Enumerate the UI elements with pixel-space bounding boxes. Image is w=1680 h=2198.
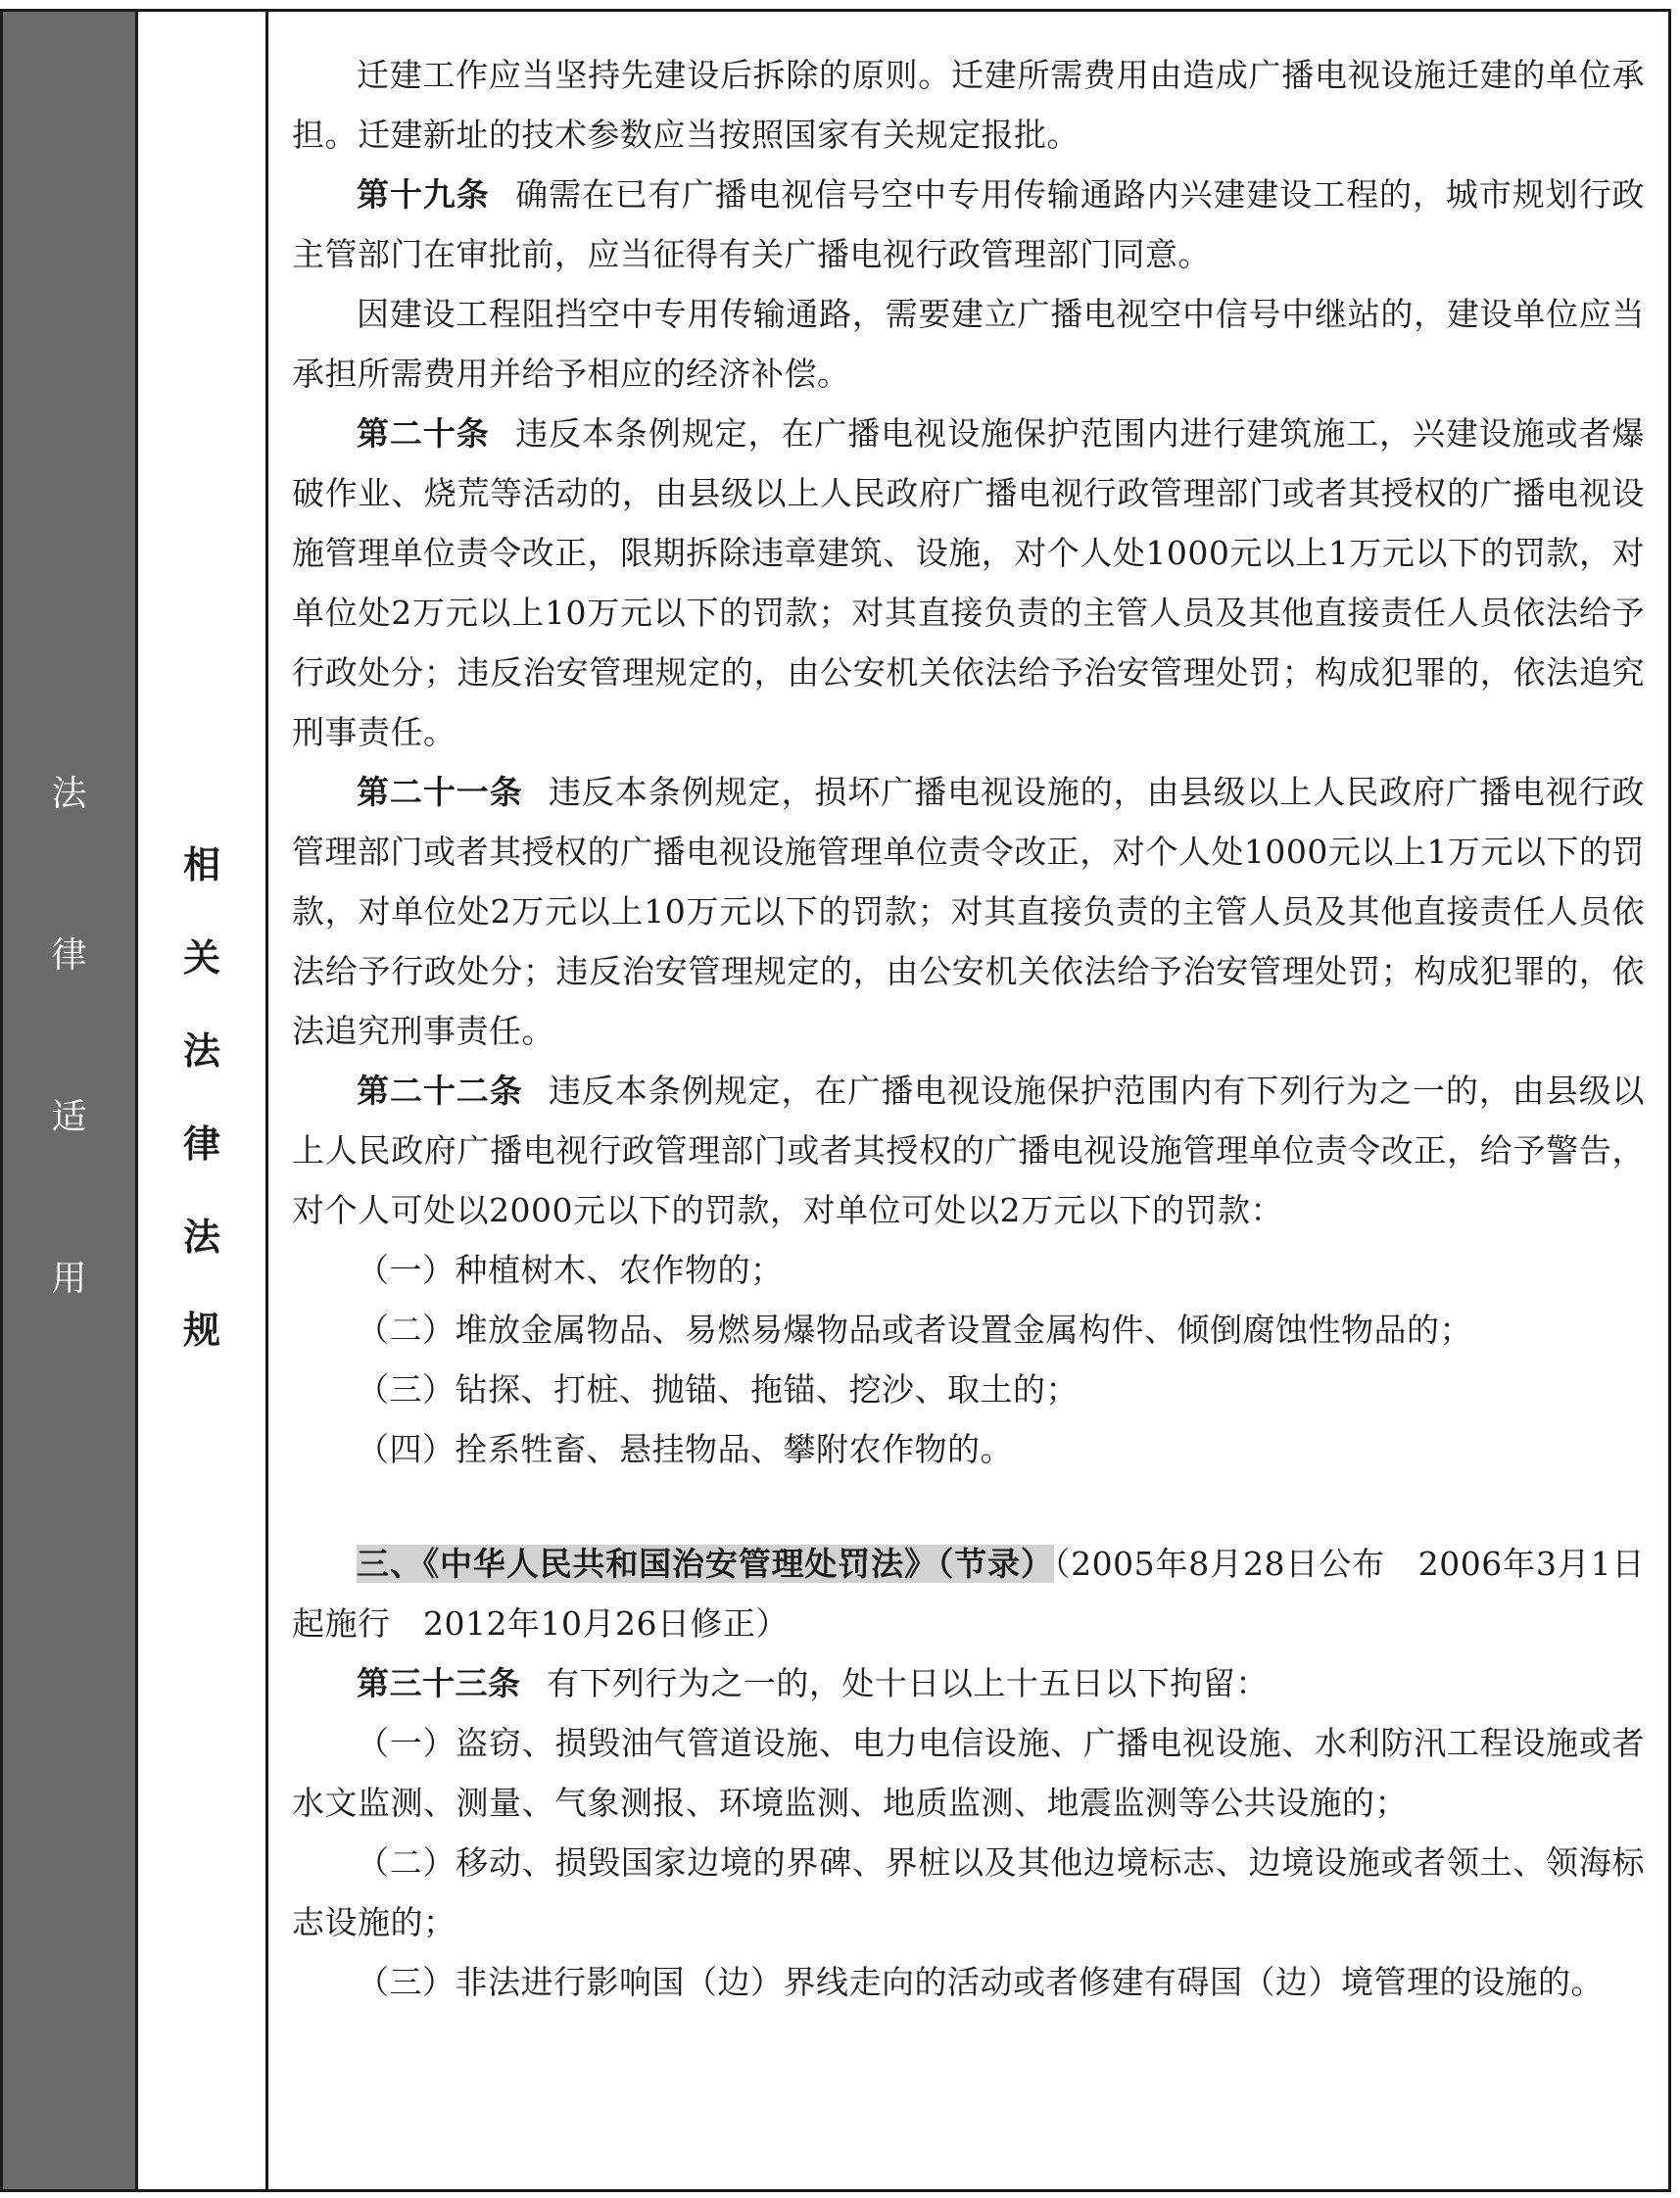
list-item: （三）钻探、打桩、抛锚、拖锚、挖沙、取土的；	[357, 1370, 1079, 1409]
category-char: 用	[51, 1259, 87, 1299]
article-20	[292, 404, 1645, 762]
list-item: （二）移动、损毁国家边境的界碑、界桩以及其他边境标志、边境设施或者领土、领海标志设施的；	[292, 1843, 1645, 1941]
category-char: 律	[51, 935, 87, 976]
subcategory-column	[138, 12, 268, 2189]
article-text: 有下列行为之一的，处十日以上十五日以下拘留：	[546, 1664, 1269, 1702]
section-title: 三、《中华人民共和国治安管理处罚法》（节录）	[357, 1545, 1054, 1583]
subcategory-char: 关	[182, 936, 220, 980]
subcategory-char: 法	[182, 1216, 220, 1259]
article-text: 违反本条例规定，在广播电视设施保护范围内有下列行为之一的，由县级以上人民政府广播电视行政管理部门或者其授权的广播电视设施管理单位责令改正，给予警告，对个人可处以2000元以下的罚款，对单位可处以2万元以下的罚款：	[292, 1072, 1645, 1229]
section-spacer	[292, 1479, 1645, 1534]
list-item: （三）非法进行影响国（边）界线走向的活动或者修建有碍国（边）境管理的设施的。	[357, 1963, 1604, 2001]
section-meta: （2005年8月28日公布 2006年3月1日起施行 2012年10月26日修正）	[292, 1545, 1645, 1643]
paragraph: 因建设工程阻挡空中专用传输通路，需要建立广播电视空中信号中继站的，建设单位应当承担所需费用并给予相应的经济补偿。	[292, 295, 1645, 393]
article-21	[292, 762, 1645, 1061]
category-char: 法	[51, 774, 87, 814]
article-title: 第十九条	[357, 175, 490, 214]
section-3-heading	[292, 1534, 1645, 1653]
content-column	[268, 12, 1668, 2189]
list-item: （一）种植树木、农作物的；	[357, 1251, 784, 1289]
article-title: 第二十条	[357, 414, 490, 453]
article-title: 第二十一条	[357, 773, 523, 811]
paragraph: 迁建工作应当坚持先建设后拆除的原则。迁建所需费用由造成广播电视设施迁建的单位承担。迁建新址的技术参数应当按照国家有关规定报批。	[292, 56, 1645, 154]
subcategory-char: 规	[182, 1309, 220, 1352]
article-19	[292, 165, 1645, 284]
page-frame	[0, 9, 1671, 2192]
article-text: 违反本条例规定，在广播电视设施保护范围内进行建筑施工，兴建设施或者爆破作业、烧荒等活动的，由县级以上人民政府广播电视行政管理部门或者其授权的广播电视设施管理单位责令改正，限期拆除违章建筑、设施，对个人处1000元以上1万元以下的罚款，对单位处2万元以上10万元以下的罚款；对其直接负责的主管人员及其他直接责任人员依法给予行政处分；违反治安管理规定的，由公安机关依法给予治安管理处罚；构成犯罪的，依法追究刑事责任。	[292, 414, 1645, 751]
list-item: （一）盗窃、损毁油气管道设施、电力电信设施、广播电视设施、水利防汛工程设施或者水文监测、测量、气象测报、环境监测、地质监测、地震监测等公共设施的；	[292, 1724, 1645, 1822]
subcategory-char: 律	[182, 1123, 220, 1166]
category-column	[3, 12, 138, 2189]
article-title: 第二十二条	[357, 1072, 523, 1110]
article-33	[292, 1653, 1645, 1713]
article-title: 第三十三条	[357, 1664, 521, 1702]
list-item: （二）堆放金属物品、易燃易爆物品或者设置金属构件、倾倒腐蚀性物品的；	[357, 1311, 1472, 1349]
article-22	[292, 1061, 1645, 1240]
subcategory-char: 相	[182, 843, 220, 886]
article-text: 违反本条例规定，损坏广播电视设施的，由县级以上人民政府广播电视行政管理部门或者其授权的广播电视设施管理单位责令改正，对个人处1000元以上1万元以下的罚款，对单位处2万元以上10万元以下的罚款；对其直接负责的主管人员及其他直接责任人员依法给予行政处分；违反治安管理规定的，由公安机关依法给予治安管理处罚；构成犯罪的，依法追究刑事责任。	[292, 773, 1645, 1050]
subcategory-char: 法	[182, 1029, 220, 1073]
category-char: 适	[51, 1097, 87, 1137]
article-text: 确需在已有广播电视信号空中专用传输通路内兴建建设工程的，城市规划行政主管部门在审批前，应当征得有关广播电视行政管理部门同意。	[292, 175, 1645, 273]
list-item: （四）拴系牲畜、悬挂物品、攀附农作物的。	[357, 1430, 1013, 1468]
